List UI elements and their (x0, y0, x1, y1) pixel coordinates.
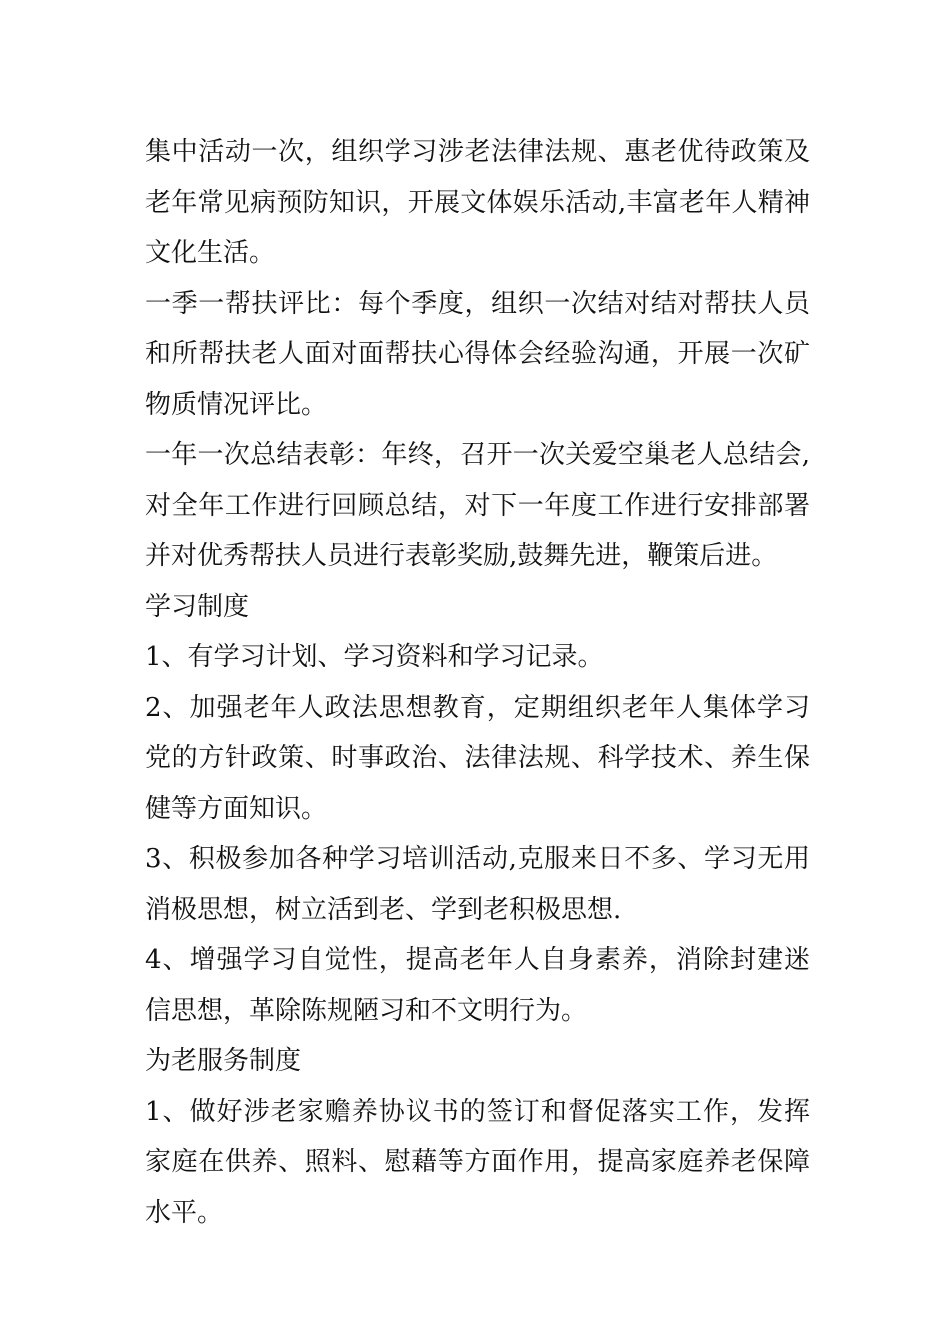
study-item-2: 2、加强老年人政法思想教育，定期组织老年人集体学习党的方针政策、时事政治、法律法规、科学技术、养生保健等方面知识。 (145, 692, 810, 824)
heading-elderly-service-system: 为老服务制度 (145, 1046, 302, 1076)
study-item-3: 3、积极参加各种学习培训活动,克服来日不多、学习无用消极思想，树立活到老、学到老积极思想. (145, 844, 810, 925)
study-item-1: 1、有学习计划、学习资料和学习记录。 (145, 642, 604, 672)
paragraph-annual-commendation: 一年一次总结表彰：年终，召开一次关爱空巢老人总结会,对全年工作进行回顾总结，对下一年度工作进行安排部署并对优秀帮扶人员进行表彰奖励,鼓舞先进，鞭策后进。 (145, 440, 810, 571)
study-item-4: 4、增强学习自觉性，提高老年人自身素养，消除封建迷信思想，革除陈规陋习和不文明行为。 (145, 945, 810, 1026)
paragraph-quarterly-evaluation: 一季一帮扶评比：每个季度，组织一次结对结对帮扶人员和所帮扶老人面对面帮扶心得体会经验沟通，开展一次矿物质情况评比。 (145, 288, 810, 420)
paragraph-activity-continuation: 集中活动一次，组织学习涉老法律法规、惠老优待政策及老年常见病预防知识，开展文体娱乐活动,丰富老年人精神文化生活。 (145, 137, 810, 268)
heading-study-system: 学习制度 (145, 591, 250, 622)
document-body (145, 127, 810, 1238)
service-item-1: 1、做好涉老家赡养协议书的签订和督促落实工作，发挥家庭在供养、照料、慰藉等方面作用，提高家庭养老保障水平。 (145, 1096, 810, 1228)
